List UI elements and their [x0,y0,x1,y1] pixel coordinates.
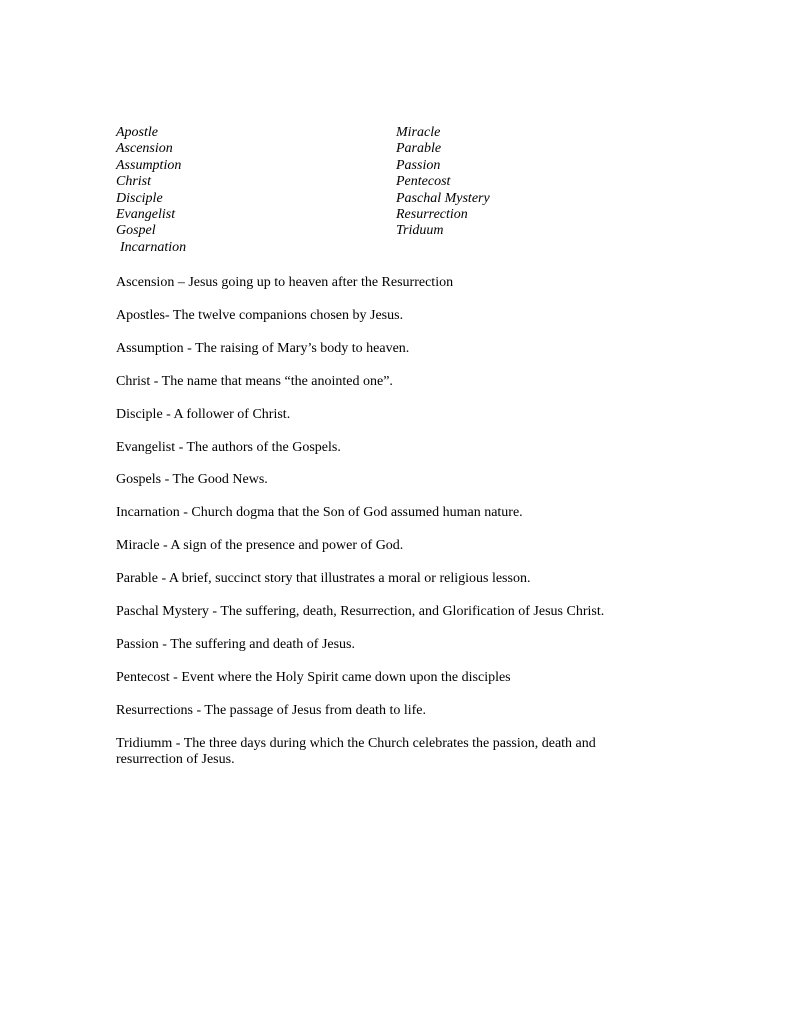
definition-apostles: Apostles- The twelve companions chosen by Jesus. [116,307,404,323]
term-apostle: Apostle [116,125,158,140]
term-resurrection: Resurrection [396,207,468,223]
term-paschal-mystery: Paschal Mystery [396,190,490,206]
definition-miracle: Miracle - A sign of the presence and power of God. [116,538,404,554]
definition-resurrections: Resurrections - The passage of Jesus from death to life. [116,702,426,718]
definition-passion: Passion - The suffering and death of Jesus. [116,636,355,652]
term-evangelist: Evangelist [116,207,176,223]
definition-christ: Christ - The name that means “the anointed one”. [116,373,393,389]
definition-evangelist: Evangelist - The authors of the Gospels. [116,439,341,455]
term-incarnation: Incarnation [120,239,187,255]
term-ascension: Ascension [116,141,173,157]
definition-tridiumm: Tridiumm - The three days during which the Church celebrates the passion, death and resurrection of Jesus. [116,735,596,768]
definition-pentecost: Pentecost - Event where the Holy Spirit came down upon the disciples [116,669,511,685]
definition-assumption: Assumption - The raising of Mary’s body to heaven. [116,340,410,356]
definition-incarnation: Incarnation - Church dogma that the Son of God assumed human nature. [116,505,523,521]
term-triduum: Triduum [396,223,444,239]
term-christ: Christ [116,174,152,190]
definition-parable: Parable - A brief, succinct story that illustrates a moral or religious lesson. [116,571,531,587]
term-list-right [396,125,490,240]
term-pentecost: Pentecost [396,174,451,190]
definition-list [116,275,656,769]
term-assumption: Assumption [116,157,182,173]
term-passion: Passion [396,157,441,173]
term-gospel: Gospel [116,223,156,239]
term-list-left [116,125,186,256]
term-miracle: Miracle [396,125,441,140]
definition-ascension: Ascension – Jesus going up to heaven after the Resurrection [116,275,454,290]
term-parable: Parable [396,141,442,157]
definition-paschal-mystery: Paschal Mystery - The suffering, death, Resurrection, and Glorification of Jesus Christ. [116,604,605,620]
definition-disciple: Disciple - A follower of Christ. [116,406,291,422]
term-disciple: Disciple [116,190,163,206]
definition-gospels: Gospels - The Good News. [116,472,268,488]
